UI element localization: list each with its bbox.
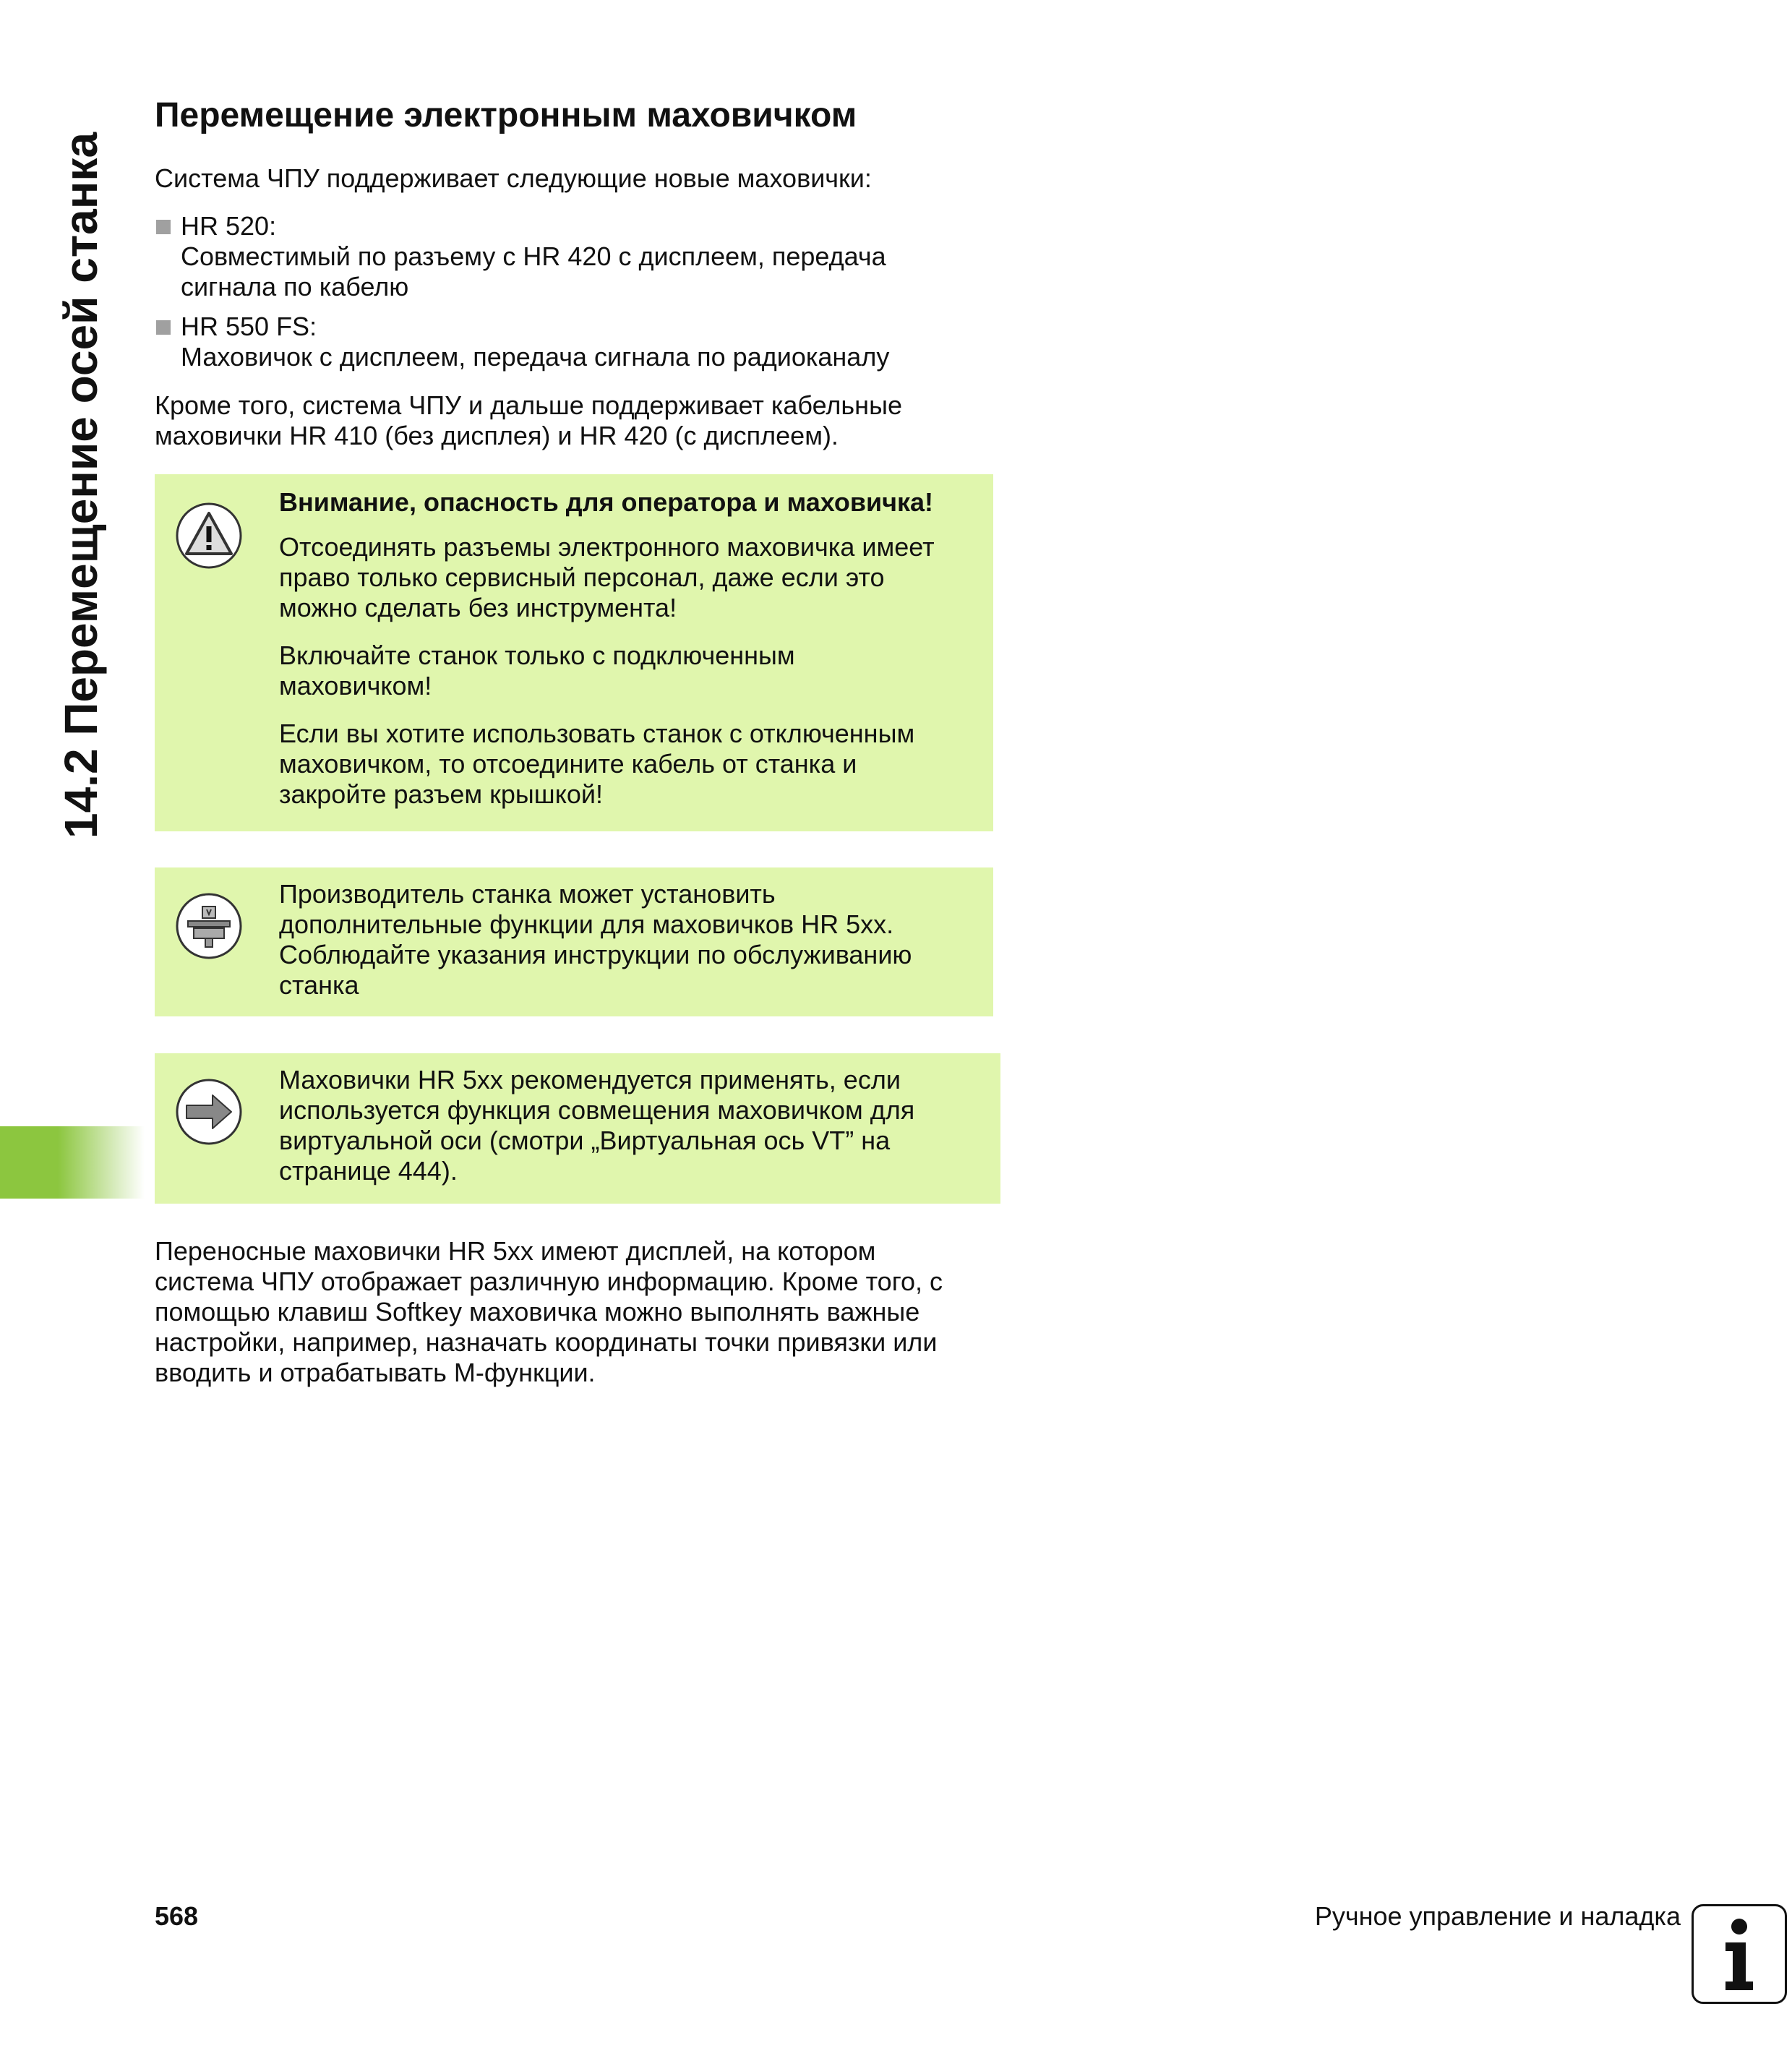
list-item: [155, 211, 886, 302]
warning-note: [155, 474, 993, 831]
page-heading: Перемещение электронным маховичком: [155, 96, 857, 134]
closing-paragraph: [155, 1236, 943, 1388]
note-line: виртуальной оси (смотри „Виртуальная ось VT” на: [279, 1126, 891, 1155]
note-line: станка: [279, 970, 359, 1000]
warning-note-body: [279, 487, 972, 827]
machine-tool-icon: [175, 892, 243, 960]
additional-paragraph: [155, 390, 902, 451]
note-line: странице 444).: [279, 1156, 458, 1186]
warning-title: Внимание, опасность для оператора и маховичка!: [279, 487, 934, 517]
warning-paragraph: Если вы хотите использовать станок с отключенным маховичком, то отсоедините кабель от станка и закройте разъем крышкой!: [279, 719, 915, 809]
paragraph-line: Переносные маховички HR 5xx имеют дисплей, на котором: [155, 1236, 876, 1266]
paragraph-line: вводить и отрабатывать М-функции.: [155, 1358, 596, 1387]
page-number: 568: [155, 1901, 199, 1931]
chapter-tab-marker: [0, 1126, 145, 1199]
machine-note-body: [279, 879, 972, 1001]
warning-paragraph: Отсоединять разъемы электронного маховичка имеет право только сервисный персонал, даже если это можно сделать без инструмента!: [279, 532, 935, 622]
note-line: дополнительные функции для маховичков HR 5xx.: [279, 909, 894, 939]
paragraph-line: Кроме того, система ЧПУ и дальше поддерживает кабельные: [155, 390, 902, 420]
list-item-title: HR 550 FS:: [181, 312, 317, 341]
paragraph-line: система ЧПУ отображает различную информацию. Кроме того, с: [155, 1267, 943, 1296]
info-glyph: [1694, 1906, 1785, 2002]
list-item-text: Маховичок с дисплеем, передача сигнала по радиоканалу: [181, 342, 890, 372]
note-line: Соблюдайте указания инструкции по обслуживанию: [279, 940, 912, 969]
section-title-vertical: 14.2 Перемещение осей станка: [55, 132, 107, 839]
paragraph-line: маховички HR 410 (без дисплея) и HR 420 (с дисплеем).: [155, 421, 839, 450]
reference-note-body: [279, 1065, 979, 1186]
intro-paragraph: Система ЧПУ поддерживает следующие новые маховички:: [155, 163, 872, 193]
paragraph-line: помощью клавиш Softkey маховичка можно выполнять важные: [155, 1297, 920, 1327]
list-item-text: Совместимый по разъему с HR 420 с дисплеем, передача: [181, 241, 886, 271]
reference-note: [155, 1053, 1000, 1204]
note-line: Производитель станка может установить: [279, 879, 776, 909]
warning-triangle-icon: [175, 502, 243, 570]
info-icon[interactable]: [1692, 1904, 1787, 2004]
bullet-square-icon: [156, 320, 171, 335]
paragraph-line: настройки, например, назначать координаты точки привязки или: [155, 1327, 938, 1357]
list-item-title: HR 520:: [181, 211, 277, 241]
warning-paragraph: Включайте станок только с подключенным маховичком!: [279, 640, 795, 700]
bullet-square-icon: [156, 220, 171, 234]
note-line: Маховички HR 5xx рекомендуется применять, если: [279, 1065, 901, 1094]
machine-note: [155, 867, 993, 1016]
list-item: [155, 312, 889, 372]
chapter-title: Ручное управление и наладка: [1314, 1901, 1681, 1931]
arrow-right-icon: [175, 1078, 243, 1146]
note-line: используется функция совмещения маховичком для: [279, 1095, 915, 1125]
list-item-text: сигнала по кабелю: [181, 272, 409, 301]
